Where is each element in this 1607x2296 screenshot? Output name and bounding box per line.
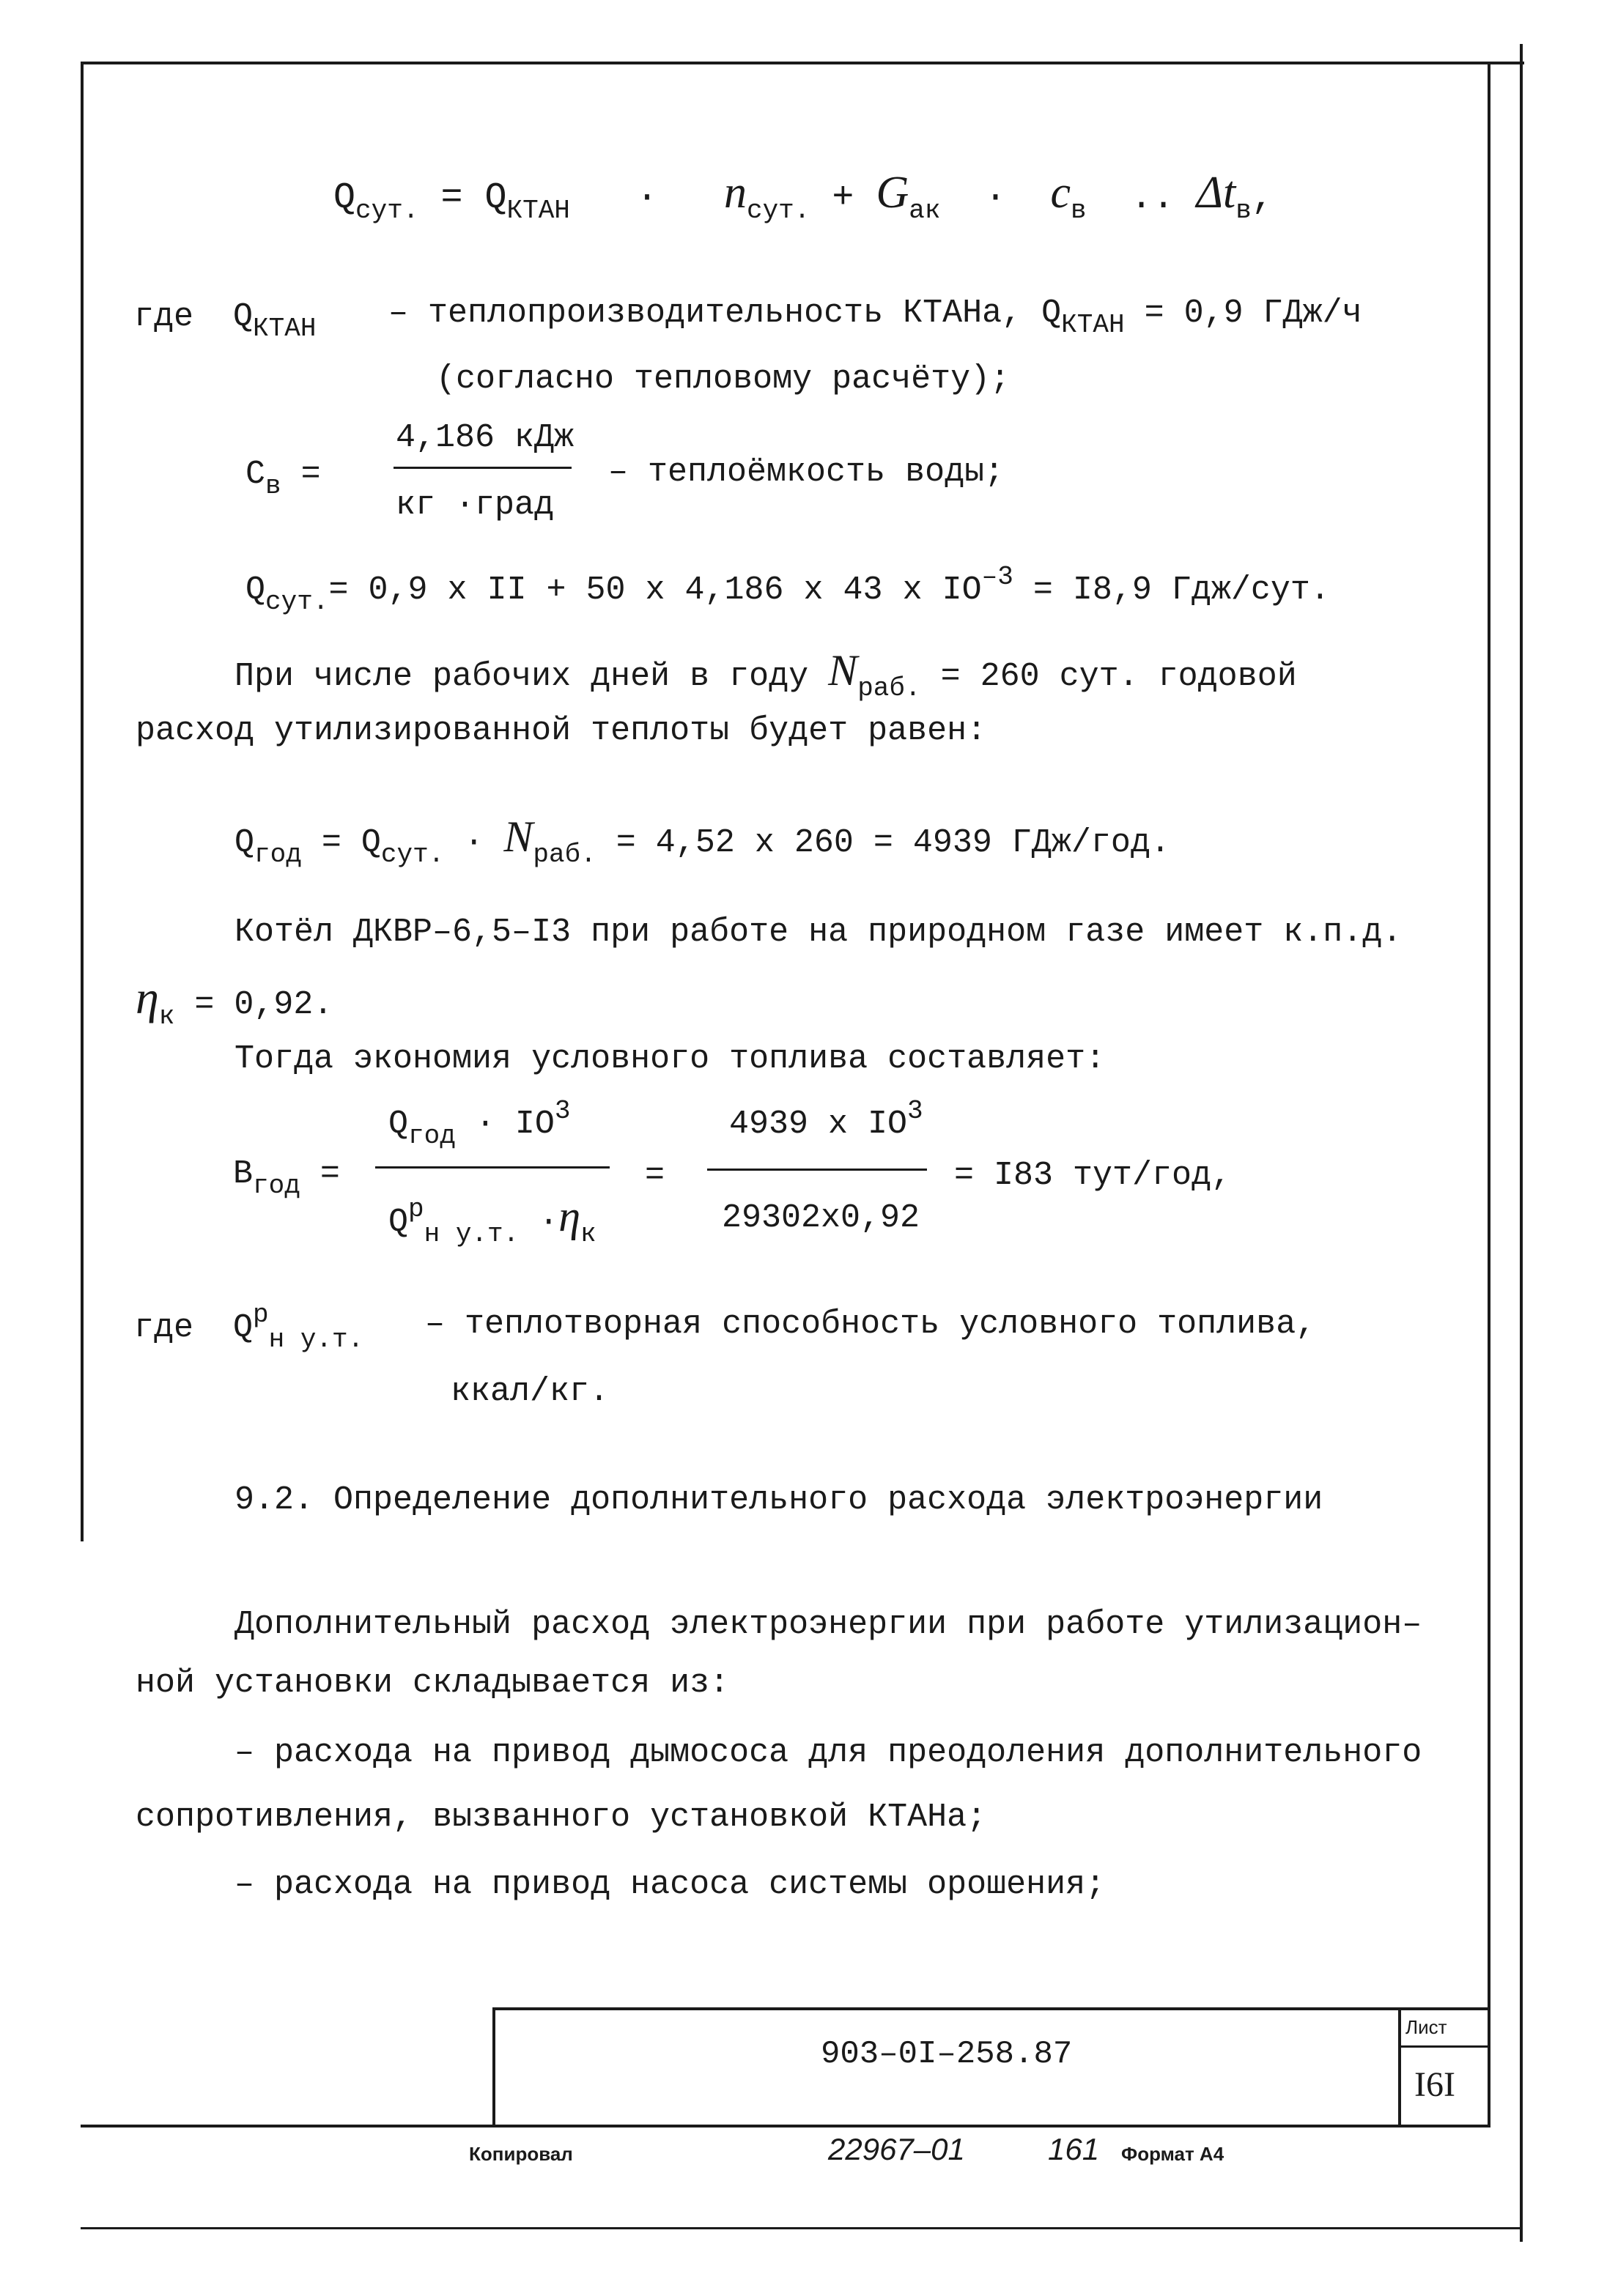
stamp-divider (1398, 2007, 1401, 2126)
eq4-numerator-2: 4939 х $IO^3$ (729, 1096, 923, 1143)
stamp-document-code: 903–0I–258.87 (821, 2036, 1073, 2073)
footer-order-number: 22967–01 (828, 2132, 965, 2166)
stamp-left (492, 2007, 495, 2126)
frame-bottom (81, 2125, 1490, 2127)
equation-annual-heat: $Q_{год} = Q_{сут.} \cdot N_{раб.} = 4,52$ х 260 = 4939 ГДж/год. (234, 812, 1170, 870)
eq4-denominator-1: $Q^р_{н у.т.} \cdot\eta_к$ (388, 1192, 596, 1249)
paragraph-working-days-line2: расход утилизированной теплоты будет равен: (136, 712, 987, 749)
where-symbol-qktan: $Q_{КТАН}$ (233, 298, 317, 344)
paragraph-boiler: Котёл ДКВР–6,5–I3 при работе на природном газе имеет к.п.д. (234, 914, 1403, 951)
where-label-2: где (134, 1309, 194, 1347)
eq4-denominator-2: 29302х0,92 (722, 1199, 920, 1237)
paragraph-extra-power-line2: ной установки складывается из: (136, 1664, 730, 1702)
eq4-fraction-line-1 (375, 1166, 610, 1169)
where-desc-qnut-line2: ккал/кг. (451, 1373, 610, 1410)
footer-copied: Копировал (469, 2143, 573, 2165)
where-desc-qnut: – теплотворная способность условного топлива, (425, 1306, 1316, 1343)
list-item-fan: – расхода на привод дымососа для преодоления дополнительного (234, 1734, 1422, 1771)
list-item-pump: – расхода на привод насоса системы орошения; (234, 1866, 1106, 1903)
eq4-numerator-1: $Q_{год} \cdot IO^3$ (388, 1096, 571, 1151)
cb-fraction-line (394, 467, 572, 469)
footer-format: Формат А4 (1121, 2143, 1224, 2165)
page-bottom-edge (81, 2227, 1523, 2229)
cb-numerator: 4,186 кДж (396, 419, 575, 456)
paragraph-boiler-eta: $\eta_к = 0,92$. (136, 971, 333, 1032)
stamp-top (492, 2007, 1489, 2010)
eq4-equals-2: = (645, 1157, 665, 1194)
cb-symbol: $С_в$ = (245, 456, 321, 501)
stamp-sheet-number: I6I (1414, 2065, 1455, 2104)
cb-denominator: кг ·град (396, 486, 555, 524)
equation-daily-heat: $Q_{сут.} = Q_{КТАН}$ · $n_{сут.} + G_{ак} \cdot c_в$ .. $\Delta t_в$, (333, 168, 1274, 226)
eq4-result: = I83 тут/год, (954, 1157, 1232, 1194)
footer-copy-number: 161 (1048, 2132, 1100, 2166)
list-item-fan-line2: сопротивления, вызванного установкой КТАНа; (136, 1799, 987, 1836)
stamp-sheet-label: Лист (1405, 2016, 1447, 2038)
paragraph-working-days: При числе рабочих дней в году $N_{раб.} = 260$ сут. годовой (234, 646, 1297, 703)
stamp-sheet-divider (1398, 2045, 1489, 2048)
where-desc-qktan-line2: (согласно тепловому расчёту); (436, 360, 1011, 398)
frame-right (1488, 62, 1490, 2127)
equation-daily-calc: $Q_{сут.}= 0,9$ х II + 50 х 4,186 х 43 х $IO^{-3} = I8,9$ Гдж/сут. (245, 562, 1330, 617)
where-symbol-qnut: $Q^р_{н у.т.}$ (233, 1300, 364, 1355)
frame-top (81, 62, 1524, 64)
section-heading: 9.2. Определение дополнительного расхода электроэнергии (234, 1481, 1323, 1519)
where-desc-qktan: – теплопроизводительность КТАНа, $Q_{КТАН} = 0,9$ ГДж/ч (388, 295, 1362, 340)
frame-left (81, 62, 84, 1541)
paragraph-extra-power: Дополнительный расход электроэнергии при работе утилизацион– (234, 1606, 1422, 1643)
frame-right-outer (1520, 44, 1523, 2242)
where-label-1: где (134, 298, 194, 336)
eq4-fraction-line-2 (707, 1169, 927, 1171)
eq4-symbol: $В_{год}$ = (233, 1155, 340, 1201)
cb-description: – теплоёмкость воды; (608, 453, 1005, 491)
paragraph-fuel-saving: Тогда экономия условного топлива составляет: (234, 1040, 1106, 1078)
